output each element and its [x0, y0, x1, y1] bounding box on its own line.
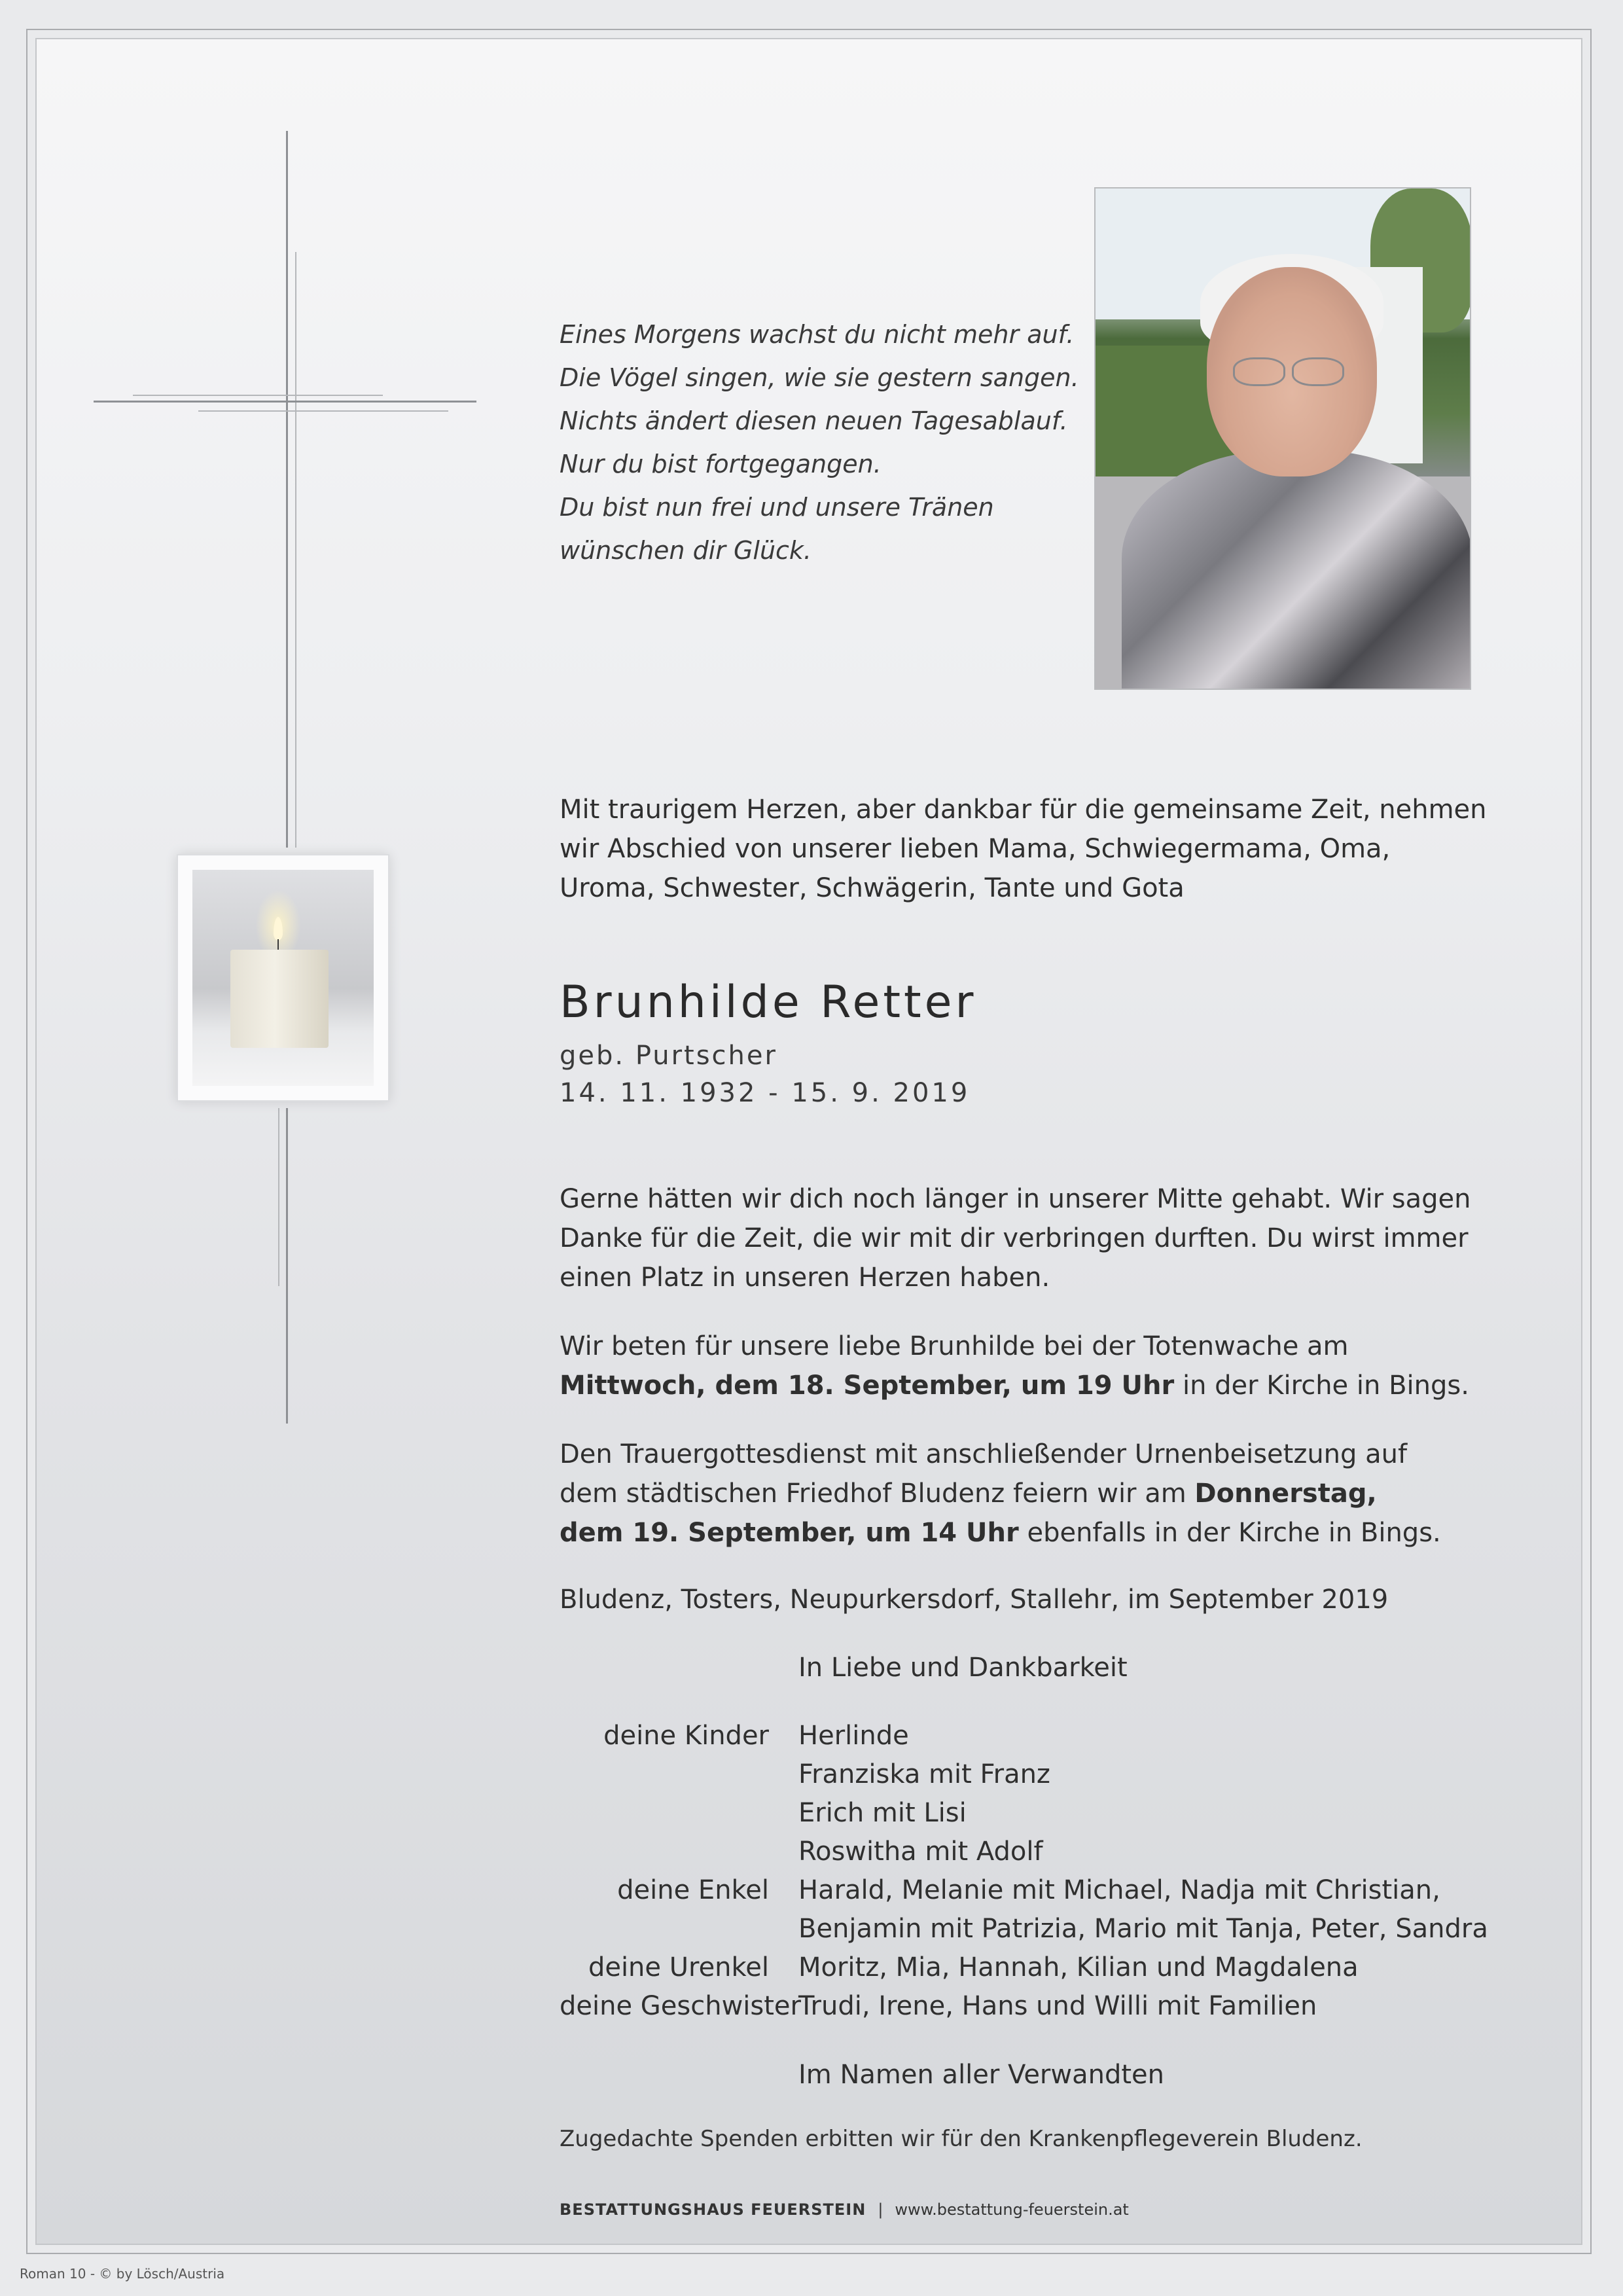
- life-dates: 14. 11. 1932 - 15. 9. 2019: [560, 1078, 971, 1108]
- mourner-group-label: deine Urenkel: [588, 1952, 769, 1982]
- paragraph-line: [560, 1474, 1441, 1513]
- mourner-line: Herlinde: [798, 1721, 909, 1751]
- funeral-paragraph: [560, 1435, 1441, 1552]
- paragraph-line: [560, 1513, 1441, 1552]
- place-date: Bludenz, Tosters, Neupurkersdorf, Stallehr, im September 2019: [560, 1585, 1389, 1615]
- paragraph-line: Wir beten für unsere liebe Brunhilde bei der Totenwache am: [560, 1331, 1349, 1361]
- funeral-text: dem städtischen Friedhof Bludenz feiern wir am: [560, 1479, 1195, 1509]
- funeral-location: ebenfalls in der Kirche in Bings.: [1018, 1518, 1441, 1548]
- intro-line: Uroma, Schwester, Schwägerin, Tante und Gota: [560, 873, 1185, 903]
- candle-image: [177, 854, 389, 1102]
- donation-note: Zugedachte Spenden erbitten wir für den Krankenpflegeverein Bludenz.: [560, 2126, 1363, 2152]
- portrait-photo: [1094, 187, 1471, 690]
- paragraph-line: Den Trauergottesdienst mit anschließender Urnenbeisetzung auf: [560, 1439, 1408, 1469]
- maiden-name: geb. Purtscher: [560, 1041, 777, 1071]
- paragraph-line: einen Platz in unseren Herzen haben.: [560, 1263, 1050, 1293]
- funeral-home-website[interactable]: www.bestattung-feuerstein.at: [895, 2200, 1129, 2219]
- poem-line: Nur du bist fortgegangen.: [560, 450, 882, 478]
- intro-line: Mit traurigem Herzen, aber dankbar für die gemeinsame Zeit, nehmen: [560, 795, 1487, 825]
- footer: [560, 2200, 1129, 2219]
- wake-date: Mittwoch, dem 18. September, um 19 Uhr: [560, 1371, 1175, 1401]
- mourner-line: Franziska mit Franz: [798, 1759, 1050, 1789]
- relatives-line: Im Namen aller Verwandten: [798, 2060, 1164, 2090]
- mourner-line: Erich mit Lisi: [798, 1798, 967, 1828]
- poem-line: Die Vögel singen, wie sie gestern sangen.: [560, 363, 1079, 392]
- poem-line: Nichts ändert diesen neuen Tagesablauf.: [560, 406, 1068, 435]
- mourner-group-label: deine Enkel: [617, 1875, 769, 1905]
- mourner-line: Trudi, Irene, Hans und Willi mit Familien: [798, 1991, 1317, 2021]
- mourner-line: Benjamin mit Patrizia, Mario mit Tanja, Peter, Sandra: [798, 1914, 1488, 1944]
- remembrance-paragraph: [560, 1179, 1471, 1297]
- intro-line: wir Abschied von unserer lieben Mama, Schwiegermama, Oma,: [560, 834, 1391, 864]
- footer-separator: |: [878, 2200, 883, 2219]
- mourner-line: Harald, Melanie mit Michael, Nadja mit Christian,: [798, 1875, 1440, 1905]
- wake-location: in der Kirche in Bings.: [1174, 1371, 1469, 1401]
- mourner-line: Roswitha mit Adolf: [798, 1837, 1043, 1867]
- intro-text: [560, 790, 1487, 908]
- mourner-line: Moritz, Mia, Hannah, Kilian und Magdalena: [798, 1952, 1359, 1982]
- print-imprint: Roman 10 - © by Lösch/Austria: [20, 2266, 225, 2282]
- funeral-date: dem 19. September, um 14 Uhr: [560, 1518, 1019, 1548]
- poem: [560, 313, 1079, 572]
- deceased-name: Brunhilde Retter: [560, 977, 977, 1028]
- paragraph-line: [560, 1366, 1469, 1405]
- closing-line: In Liebe und Dankbarkeit: [798, 1653, 1128, 1683]
- funeral-home-name: BESTATTUNGSHAUS FEUERSTEIN: [560, 2200, 866, 2219]
- paragraph-line: Gerne hätten wir dich noch länger in unserer Mitte gehabt. Wir sagen: [560, 1184, 1471, 1214]
- funeral-day: Donnerstag,: [1194, 1479, 1377, 1509]
- mourner-group-label: deine Kinder: [603, 1721, 769, 1751]
- mourner-group-label: deine Geschwister: [560, 1991, 801, 2021]
- poem-line: wünschen dir Glück.: [560, 536, 812, 565]
- paragraph-line: Danke für die Zeit, die wir mit dir verbringen durften. Du wirst immer: [560, 1223, 1469, 1253]
- poem-line: Eines Morgens wachst du nicht mehr auf.: [560, 320, 1075, 349]
- wake-paragraph: [560, 1327, 1469, 1405]
- poem-line: Du bist nun frei und unsere Tränen: [560, 493, 994, 522]
